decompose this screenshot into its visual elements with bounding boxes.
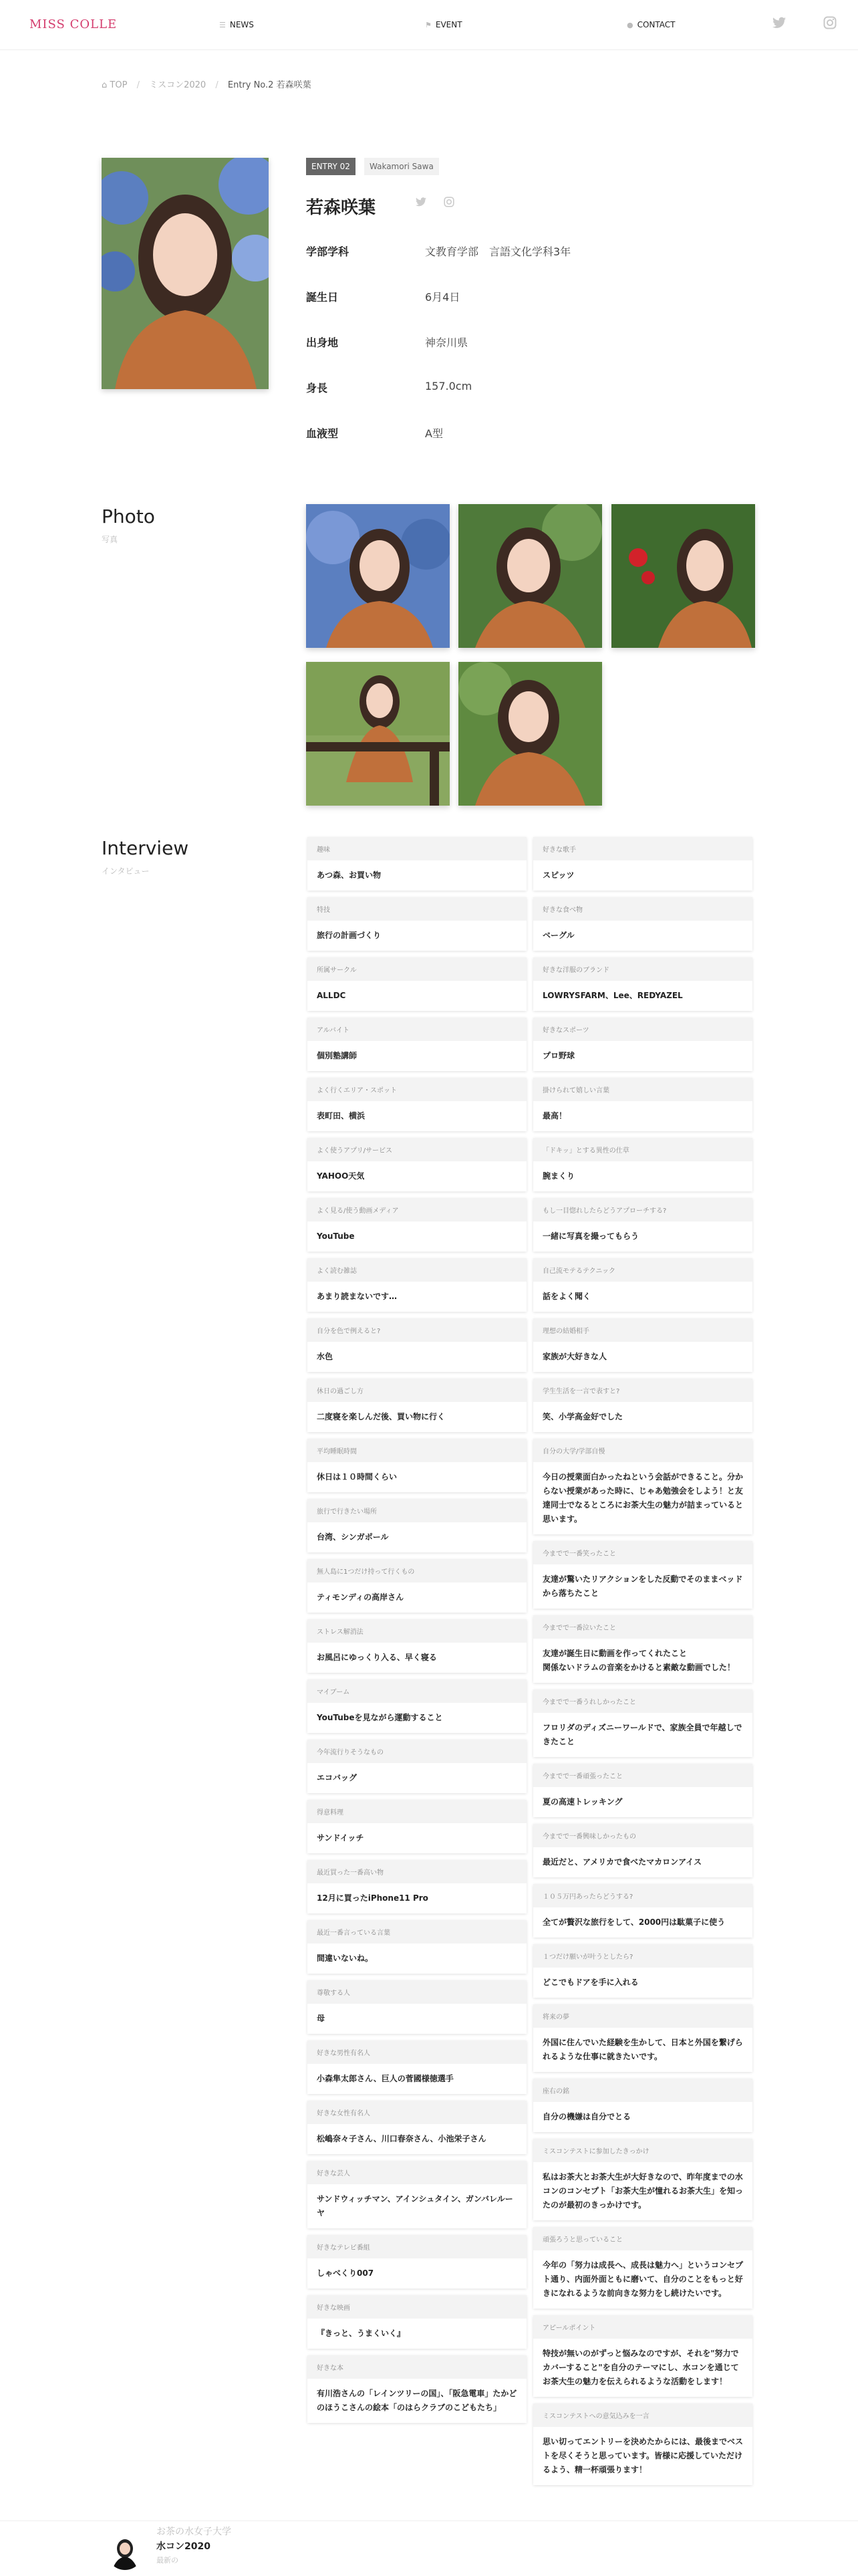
interview-answer: スピッツ — [543, 870, 575, 880]
interview-question: 理想の結婚相手 — [533, 1318, 752, 1342]
interview-item — [307, 1980, 527, 2034]
interview-answer: サンドイッチ — [317, 1833, 364, 1843]
interview-answer: 今日の授業面白かったねという会話ができること。分からない授業があった時に、じゃあ勉強会をしよう！と友達同士でなるところにお茶大生の魅力が詰まっていると思います。 — [543, 1472, 744, 1524]
interview-item — [307, 1740, 527, 1793]
gallery-photo[interactable] — [611, 504, 755, 648]
interview-item — [307, 957, 527, 1011]
interview-question: 今までで一番泣いたこと — [533, 1615, 752, 1639]
profile-row-label: 身長 — [306, 382, 328, 394]
interview-answer: 台湾、シンガポール — [317, 1532, 389, 1542]
twitter-icon[interactable] — [772, 16, 786, 32]
interview-answer: 最高！ — [543, 1111, 567, 1121]
interview-item — [307, 1499, 527, 1552]
nav-contact[interactable]: ● CONTACT — [627, 20, 676, 29]
interview-question: ミスコンテストに参加したきっかけ — [533, 2139, 752, 2162]
flag-icon: ⚑ — [425, 21, 432, 29]
interview-answer: 友達が誕生日に動画を作ってくれたこと 関係ないドラムの音楽をかけると素敵な動画でした！ — [543, 1649, 735, 1672]
interview-answer: 友達が驚いたリアクションをした反動でそのままベッドから落ちたこと — [543, 1574, 743, 1598]
interview-item — [307, 1920, 527, 1974]
interview-question: 座右の銘 — [533, 2079, 752, 2102]
interview-item — [307, 2235, 527, 2289]
interview-question: 掛けられて嬉しい言葉 — [533, 1078, 752, 1101]
interview-item — [307, 2040, 527, 2094]
interview-question: よく行くエリア・スポット — [307, 1078, 527, 1101]
interview-answer: 母 — [317, 2014, 325, 2023]
interview-question: よく使うアプリ/サービス — [307, 1138, 527, 1161]
interview-question: もし一目惚れしたらどうアプローチする? — [533, 1198, 752, 1221]
interview-answer: 有川浩さんの「レインツリーの国」、「阪急電車」たかどのほうこさんの絵本「のはらクラブのこどもたち」 — [317, 2389, 517, 2412]
interview-item — [533, 1258, 752, 1312]
breadcrumb-top[interactable]: TOP — [110, 80, 128, 90]
interview-question: 趣味 — [307, 837, 527, 860]
site-header — [0, 0, 858, 50]
profile-row-label: 学部学科 — [306, 245, 349, 258]
profile-row-label: 誕生日 — [306, 291, 339, 304]
interview-answer: ベーグル — [543, 931, 575, 940]
interview-item — [307, 2295, 527, 2349]
interview-answer: 休日は１０時間くらい — [317, 1472, 398, 1482]
interview-item — [307, 1318, 527, 1372]
interview-question: 今までで一番頑張ったこと — [533, 1764, 752, 1787]
interview-question: 特技 — [307, 897, 527, 921]
interview-item — [533, 1764, 752, 1817]
breadcrumb-contest[interactable]: ミスコン2020 — [149, 80, 206, 90]
interview-question: 無人島に1つだけ持って行くもの — [307, 1559, 527, 1583]
gallery-photo[interactable] — [306, 662, 450, 806]
entry-badge: ENTRY 02 — [306, 158, 355, 175]
interview-question: 好きな本 — [307, 2355, 527, 2379]
breadcrumb-current: Entry No.2 若森咲葉 — [227, 80, 311, 90]
interview-answer: フロリダのディズニーワールドで、家族全員で年越しできたこと — [543, 1723, 742, 1746]
interview-item — [533, 1541, 752, 1609]
interview-item — [307, 1619, 527, 1673]
interview-question: 尊敬する人 — [307, 1980, 527, 2004]
chat-icon: ● — [627, 21, 633, 29]
profile-row-value: 文教育学部 言語文化学科3年 — [425, 245, 571, 258]
interview-question: 今までで一番興味しかったもの — [533, 1824, 752, 1847]
interview-answer: 最近だと、アメリカで食べたマカロンアイス — [543, 1857, 702, 1867]
interview-answer: ティモンディの高岸さん — [317, 1593, 404, 1602]
twitter-icon[interactable] — [416, 197, 426, 209]
interview-item — [307, 2161, 527, 2228]
interview-answer: 腕まくり — [543, 1171, 575, 1181]
interview-item — [533, 1944, 752, 1998]
interview-item — [533, 2004, 752, 2072]
interview-item — [533, 1824, 752, 1877]
interview-answer: 話をよく聞く — [543, 1292, 591, 1301]
instagram-icon[interactable] — [823, 16, 837, 33]
interview-item — [307, 2355, 527, 2423]
site-logo[interactable]: MISS COLLE — [29, 17, 118, 31]
interview-item — [307, 1078, 527, 1131]
interview-question: 好きなテレビ番組 — [307, 2235, 527, 2258]
interview-answer: お風呂にゆっくり入る、早く寝る — [317, 1653, 437, 1662]
interview-answer: 笑、小学高金好でした — [543, 1412, 623, 1421]
document-icon: ☰ — [219, 21, 226, 29]
interview-question: 好きな女性有名人 — [307, 2101, 527, 2124]
interview-item — [533, 1078, 752, 1131]
footer-contest-title[interactable]: 水コン2020 — [156, 2541, 210, 2552]
interview-question: 最近一番言っている言葉 — [307, 1920, 527, 1944]
interview-answer: 私はお茶大とお茶大生が大好きなので、昨年度までの水コンのコンセプト「お茶大生が憧れるお茶大生」を知ったのが最初のきっかけです。 — [543, 2172, 744, 2210]
profile-row-value: A型 — [425, 427, 443, 440]
interview-item — [307, 1860, 527, 1913]
interview-question: ミスコンテストへの意気込みを一言 — [533, 2404, 752, 2427]
interview-answer: しゃべくり007 — [317, 2268, 374, 2278]
interview-item — [533, 1884, 752, 1938]
interview-item — [533, 2315, 752, 2397]
interview-item — [533, 897, 752, 951]
interview-item — [533, 2139, 752, 2220]
interview-item — [307, 1559, 527, 1613]
interview-answer: どこでもドアを手に入れる — [543, 1978, 639, 1987]
interview-answer: あまり読まないです… — [317, 1292, 398, 1301]
interview-answer: 12月に買ったiPhone11 Pro — [317, 1893, 428, 1903]
interview-question: 好きな男性有名人 — [307, 2040, 527, 2064]
interview-section-subtitle: インタビュー — [102, 866, 150, 876]
interview-item — [307, 897, 527, 951]
gallery-photo[interactable] — [306, 504, 450, 648]
instagram-icon[interactable] — [444, 197, 454, 210]
interview-answer: サンドウィッチマン、アインシュタイン、ガンバレルーヤ — [317, 2194, 513, 2218]
interview-item — [533, 837, 752, 891]
interview-question: 最近買った一番高い物 — [307, 1860, 527, 1883]
interview-question: 頑張ろうと思っていること — [533, 2227, 752, 2250]
interview-item — [307, 1439, 527, 1492]
romaji-badge: Wakamori Sawa — [364, 158, 439, 175]
interview-item — [307, 1379, 527, 1432]
footer-school: お茶の水女子大学 — [156, 2527, 231, 2537]
interview-item — [533, 1615, 752, 1683]
interview-item — [533, 1439, 752, 1534]
gallery-photo[interactable] — [458, 662, 602, 806]
interview-item — [533, 2227, 752, 2309]
interview-answer: 個別塾講師 — [317, 1051, 358, 1060]
interview-answer: 間違いないね。 — [317, 1954, 374, 1963]
interview-question: 平均睡眠時間 — [307, 1439, 527, 1462]
interview-answer: ALLDC — [317, 991, 346, 1000]
interview-item — [533, 1198, 752, 1252]
interview-question: 今年流行りそうなもの — [307, 1740, 527, 1763]
interview-question: １０５万円あったらどうする? — [533, 1884, 752, 1907]
breadcrumb-separator: / — [136, 80, 140, 90]
interview-answer: 二度寝を楽しんだ後、買い物に行く — [317, 1412, 446, 1421]
interview-question: 自分を色で例えると? — [307, 1318, 527, 1342]
interview-question: アピールポイント — [533, 2315, 752, 2339]
interview-answer: 『きっと、うまくいく』 — [317, 2329, 406, 2338]
interview-question: よく読む雑誌 — [307, 1258, 527, 1282]
interview-question: 得意料理 — [307, 1800, 527, 1823]
interview-answer: 全てが贅沢な旅行をして、2000円は駄菓子に使う — [543, 1917, 726, 1927]
interview-answer: 特技が無いのがずっと悩みなのですが、それを"努力でカバーすること"を自分のテーマにし、水コンを通じてお茶大生の魅力を伝えられるような活動をします！ — [543, 2349, 739, 2386]
photo-section-title: Photo — [102, 505, 155, 528]
interview-answer: 家族が大好きな人 — [543, 1352, 607, 1361]
interview-answer: 小森隼太郎さん、巨人の菅國様徳選手 — [317, 2074, 454, 2083]
avatar — [107, 2534, 143, 2570]
interview-question: 好きなスポーツ — [533, 1018, 752, 1041]
interview-question: 今までで一番笑ったこと — [533, 1541, 752, 1564]
interview-question: 学生生活を一言で表すと? — [533, 1379, 752, 1402]
breadcrumb — [102, 78, 311, 90]
interview-question: 好きな歌手 — [533, 837, 752, 860]
profile-row-label: 血液型 — [306, 427, 339, 440]
interview-answer: 旅行の計画づくり — [317, 931, 382, 940]
interview-answer: 夏の高速トレッキング — [543, 1797, 623, 1806]
interview-question: 好きな芸人 — [307, 2161, 527, 2184]
interview-item — [307, 1258, 527, 1312]
interview-question: 休日の過ごし方 — [307, 1379, 527, 1402]
interview-answer: 自分の機嫌は自分でとる — [543, 2112, 631, 2121]
profile-photo — [102, 158, 269, 389]
interview-item — [307, 2101, 527, 2154]
gallery-photo[interactable] — [458, 504, 602, 648]
interview-section-title: Interview — [102, 837, 189, 859]
interview-question: １つだけ願いが叶うとしたら? — [533, 1944, 752, 1968]
home-icon: ⌂ — [102, 80, 108, 90]
interview-item — [533, 1018, 752, 1071]
interview-item — [533, 2079, 752, 2132]
nav-event[interactable]: ⚑ EVENT — [425, 20, 462, 29]
interview-item — [307, 1198, 527, 1252]
interview-question: マイブーム — [307, 1679, 527, 1703]
interview-question: 自己流モテるテクニック — [533, 1258, 752, 1282]
interview-item — [533, 1689, 752, 1757]
interview-item — [307, 837, 527, 891]
interview-question: 好きな食べ物 — [533, 897, 752, 921]
interview-item — [307, 1138, 527, 1191]
interview-answer: YouTubeを見ながら運動すること — [317, 1713, 443, 1722]
interview-answer: 外国に住んでいた経験を生かして、日本と外国を繋げられるような仕事に就きたいです。 — [543, 2038, 743, 2061]
interview-question: 今までで一番うれしかったこと — [533, 1689, 752, 1713]
interview-item — [533, 1318, 752, 1372]
interview-item — [307, 1018, 527, 1071]
interview-answer: YouTube — [317, 1232, 355, 1241]
interview-answer: 水色 — [317, 1352, 333, 1361]
interview-item — [307, 1679, 527, 1733]
interview-item — [533, 2404, 752, 2485]
interview-answer: あつ森、お買い物 — [317, 870, 382, 880]
profile-row-value: 神奈川県 — [425, 336, 468, 349]
interview-answer: 思い切ってエントリーを決めたからには、最後までベストを尽くそうと思っています。皆様に応援していただけるよう、精一杯頑張ります！ — [543, 2437, 744, 2474]
nav-news[interactable]: ☰ NEWS — [219, 20, 254, 29]
interview-question: よく見る/使う動画メディア — [307, 1198, 527, 1221]
interview-answer: YAHOO天気 — [317, 1171, 365, 1181]
candidate-name: 若森咲葉 — [306, 198, 376, 218]
profile-row-label: 出身地 — [306, 336, 339, 349]
interview-answer: プロ野球 — [543, 1051, 575, 1060]
interview-question: 好きな洋服のブランド — [533, 957, 752, 981]
interview-question: 所属サークル — [307, 957, 527, 981]
photo-section-subtitle: 写真 — [102, 535, 118, 544]
interview-question: 自分の大学/学部自慢 — [533, 1439, 752, 1462]
interview-question: 好きな映画 — [307, 2295, 527, 2319]
interview-item — [533, 1138, 752, 1191]
interview-answer: 松嶋奈々子さん、川口春奈さん、小池栄子さん — [317, 2134, 486, 2143]
footer-subtitle: 最新の — [156, 2556, 178, 2565]
interview-item — [533, 957, 752, 1011]
interview-question: 「ドキッ」とする異性の仕草 — [533, 1138, 752, 1161]
profile-row-value: 157.0cm — [425, 380, 472, 392]
interview-question: アルバイト — [307, 1018, 527, 1041]
interview-question: 将来の夢 — [533, 2004, 752, 2028]
profile-row-value: 6月4日 — [425, 291, 460, 304]
interview-answer: 一緒に写真を撮ってもらう — [543, 1232, 639, 1241]
interview-item — [307, 1800, 527, 1853]
interview-answer: 今年の「努力は成長へ、成長は魅力へ」というコンセプト通り、内面外面ともに磨いて、自分のことをもっと好きになれるような前向きな努力をし続けたいです。 — [543, 2260, 744, 2298]
breadcrumb-separator: / — [215, 80, 219, 90]
interview-answer: LOWRYSFARM、Lee、REDYAZEL — [543, 991, 683, 1000]
interview-item — [533, 1379, 752, 1432]
interview-answer: 表町田、横浜 — [317, 1111, 366, 1121]
interview-answer: エコバッグ — [317, 1773, 358, 1782]
interview-question: 旅行で行きたい場所 — [307, 1499, 527, 1522]
interview-question: ストレス解消法 — [307, 1619, 527, 1643]
